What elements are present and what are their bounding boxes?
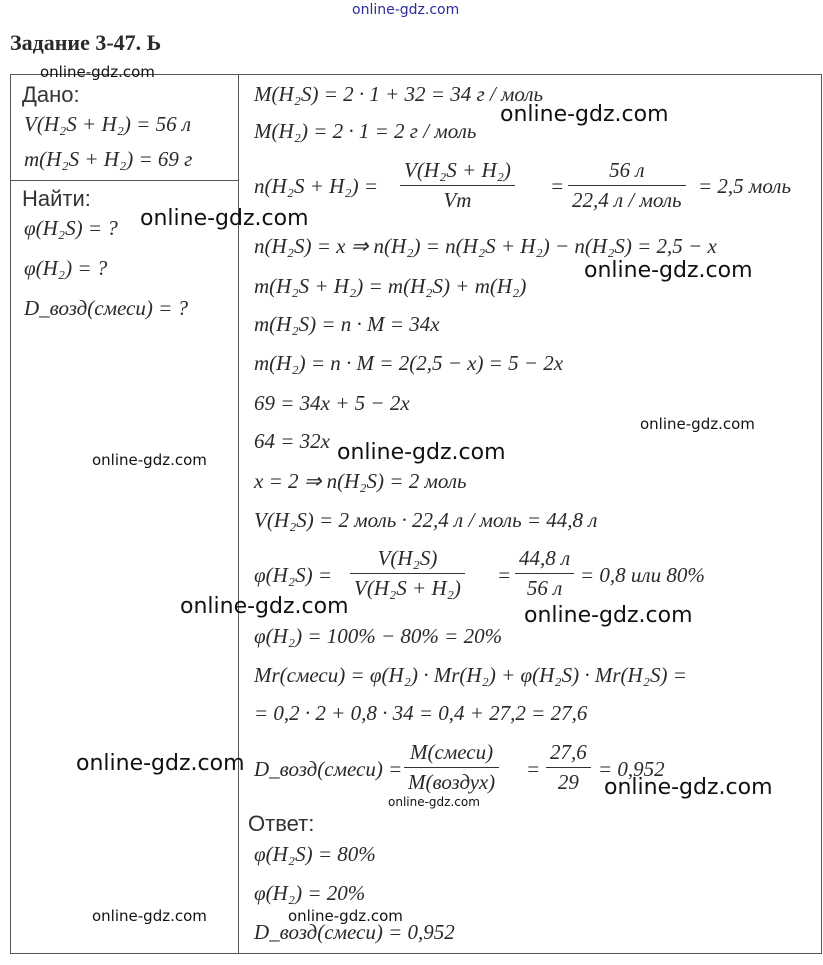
solution-line: 69 = 34x + 5 − 2x (254, 391, 410, 415)
solution-line: φ(H₂S) = (254, 563, 332, 587)
watermark: online-gdz.com (500, 102, 669, 127)
watermark: online-gdz.com (288, 907, 403, 925)
fraction-denominator: Vm (443, 188, 472, 212)
header-watermark: online-gdz.com (352, 2, 460, 18)
fraction-denominator: V(H₂S + H₂) (354, 576, 461, 600)
task-title: Задание 3-47. Ь (10, 30, 162, 55)
fraction-denominator: 56 л (526, 576, 563, 600)
given-line: V(H₂S + H₂) = 56 л (24, 112, 191, 136)
equals-sign: = (497, 563, 512, 587)
solution-line: n(H₂S) = x ⇒ n(H₂) = n(H₂S + H₂) − n(H₂S) = 2,5 − x (254, 234, 717, 258)
watermark: online-gdz.com (76, 751, 245, 776)
answer-label: Ответ: (248, 811, 315, 836)
fraction (546, 740, 591, 795)
solution-line: M(H₂) = 2 · 1 = 2 г / моль (254, 119, 477, 143)
fraction-denominator: M(воздух) (408, 770, 496, 794)
equals-sign: = (550, 174, 565, 198)
solution-line: = 0,952 (598, 757, 665, 781)
fraction (350, 546, 465, 601)
solution-line: = 2,5 моль (698, 174, 792, 198)
solution-line: 64 = 32x (254, 429, 330, 453)
watermark: online-gdz.com (524, 603, 693, 628)
fraction (404, 740, 499, 795)
find-line: D_возд(смеси) = ? (24, 296, 189, 320)
solution-line: M(H₂S) = 2 · 1 + 32 = 34 г / моль (254, 82, 544, 106)
fraction-numerator: 56 л (568, 158, 686, 186)
answer-line: φ(H₂) = 20% (254, 881, 366, 905)
fraction-numerator: 27,6 (546, 740, 591, 768)
find-line: φ(H₂S) = ? (24, 216, 118, 240)
equals-sign: = (526, 757, 541, 781)
answer-line: D_возд(смеси) = 0,952 (254, 920, 455, 944)
watermark: online-gdz.com (180, 594, 349, 619)
fraction-numerator: M(смеси) (404, 740, 499, 768)
answer-line: φ(H₂S) = 80% (254, 842, 376, 866)
fraction (568, 158, 686, 213)
watermark: online-gdz.com (604, 775, 773, 800)
watermark: online-gdz.com (92, 907, 207, 925)
watermark: online-gdz.com (337, 440, 506, 465)
solution-line: Mr(смеси) = φ(H₂) · Mr(H₂) + φ(H₂S) · Mr(H₂S) = (254, 663, 687, 687)
given-find-divider (10, 180, 238, 181)
watermark: online-gdz.com (640, 415, 755, 433)
watermark: online-gdz.com (92, 451, 207, 469)
given-label: Дано: (22, 82, 80, 107)
solution-line: = 0,8 или 80% (580, 563, 705, 587)
solution-line: x = 2 ⇒ n(H₂S) = 2 моль (254, 469, 467, 493)
fraction-numerator: V(H₂S) (350, 546, 465, 574)
fraction-denominator: 29 (557, 770, 579, 794)
solution-line: m(H₂) = n · M = 2(2,5 − x) = 5 − 2x (254, 351, 564, 375)
given-line: m(H₂S + H₂) = 69 г (24, 147, 193, 171)
find-line: φ(H₂) = ? (24, 256, 108, 280)
watermark: online-gdz.com (584, 258, 753, 283)
find-label: Найти: (22, 186, 91, 211)
solution-line: D_возд(смеси) = (254, 757, 403, 781)
fraction (515, 546, 574, 601)
fraction (400, 158, 515, 213)
watermark: online-gdz.com (40, 63, 155, 81)
fraction-denominator: 22,4 л / моль (572, 188, 682, 212)
solution-line: m(H₂S + H₂) = m(H₂S) + m(H₂) (254, 274, 527, 298)
solution-line: φ(H₂) = 100% − 80% = 20% (254, 624, 503, 648)
fraction-numerator: V(H₂S + H₂) (400, 158, 515, 186)
watermark: online-gdz.com (388, 795, 480, 809)
fraction-numerator: 44,8 л (515, 546, 574, 574)
watermark: online-gdz.com (140, 206, 309, 231)
solution-line: n(H₂S + H₂) = (254, 174, 379, 198)
solution-line: = 0,2 · 2 + 0,8 · 34 = 0,4 + 27,2 = 27,6 (254, 701, 588, 725)
solution-line: V(H₂S) = 2 моль · 22,4 л / моль = 44,8 л (254, 508, 598, 532)
solution-line: m(H₂S) = n · M = 34x (254, 312, 440, 336)
